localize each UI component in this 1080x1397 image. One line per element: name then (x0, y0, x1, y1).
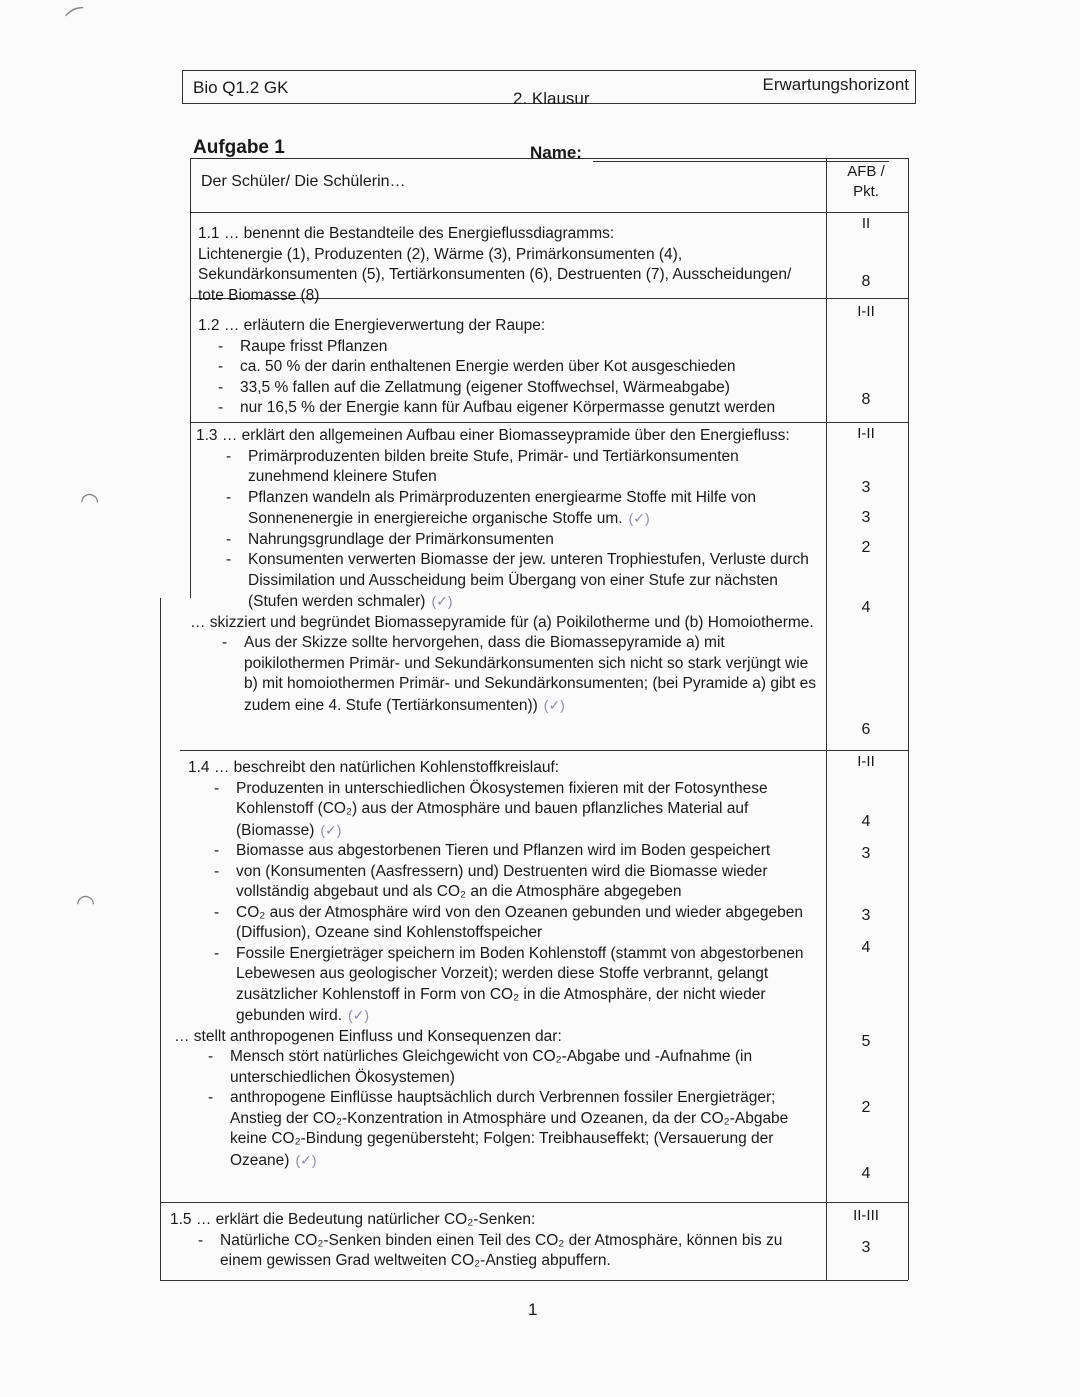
punch-hole-mark: ◠ (80, 488, 100, 513)
course-label: Bio Q1.2 GK (193, 78, 289, 97)
bullet-item: - nur 16,5 % der Energie kann für Aufbau eigener Körpermasse genutzt werden (212, 398, 818, 419)
row-1-3-afb: I-II (857, 425, 875, 442)
row-1-3-points: 3 (861, 479, 871, 496)
table-border-right (908, 158, 909, 1280)
row-1-4-heading: 1.4 … beschreibt den natürlichen Kohlenstoffkreislauf: (188, 759, 560, 776)
row-1-4-afb: I-II (857, 753, 875, 770)
row-1-3 (190, 426, 818, 716)
bullet-text: Fossile Energieträger speichern im Boden Kohlenstoff (stammt von abgestorbenen Lebewesen aus geologischer Vorzeit); werden diese Stoffe verbrannt, gelangt zusätzlicher Kohlenstoff in Form von CO₂ in die Atmosphäre, der nicht wieder gebunden wird. (236, 944, 804, 1024)
bullet-item: - Biomasse aus abgestorbenen Tieren und Pflanzen wird im Boden gespeichert (208, 841, 818, 862)
bullet-item: - Primärproduzenten bilden breite Stufe, Primär- und Tertiärkonsumenten zunehmend kleinere Stufen (220, 447, 818, 488)
row-1-4-points: 4 (861, 939, 871, 956)
bullet-text: Produzenten in unterschiedlichen Ökosystemen fixieren mit der Fotosynthese Kohlenstoff (CO₂) aus der Atmosphäre und bauen pflanzliches Material auf (Biomasse) (236, 779, 768, 839)
bullet-item: - Raupe frisst Pflanzen (212, 337, 818, 358)
table-border-bottom (160, 1280, 908, 1281)
bullet-text: Aus der Skizze sollte hervorgehen, dass die Biomassepyramide a) mit poikilothermen Primär- und Sekundärkonsumenten sich nicht so stark verjüngt wie b) mit homoiothermen Primär- und Sekundärkonsumenten; (bei Pyramide a) gibt es zudem eine 4. Stufe (Tertiärkonsumenten)) (244, 634, 817, 714)
row-1-3-subheading: … skizziert und begründet Biomassepyramide für (a) Poikilotherme und (b) Homoiotherme. (190, 613, 814, 631)
bullet-item: - 33,5 % fallen auf die Zellatmung (eigener Stoffwechsel, Wärmeabgabe) (212, 378, 818, 399)
table-border-left (190, 158, 191, 598)
row-1-2-afb: I-II (857, 303, 875, 320)
row-1-4-subheading: … stellt anthropogenen Einfluss und Konsequenzen dar: (174, 1027, 562, 1045)
name-label: Name: (530, 143, 582, 162)
row-1-2-bullets (212, 337, 818, 419)
bullet-text: Konsumenten verwerten Biomasse der jew. unteren Trophiestufen, Verluste durch Dissimilation und Ausscheidung beim Übergang von einer Stufe zur nächsten (Stufen werden schmaler) (248, 551, 809, 610)
bullet-item: - von (Konsumenten (Aasfressern) und) Destruenten wird die Biomasse wieder vollständig abgebaut und als CO₂ an die Atmosphäre abgegeben (208, 862, 818, 903)
bullet-item (220, 550, 818, 613)
check-mark: (✓) (628, 510, 650, 526)
check-mark: (✓) (431, 593, 453, 609)
header-box (182, 70, 916, 108)
bullet-item (216, 633, 818, 716)
bullet-item: - CO₂ aus der Atmosphäre wird von den Ozeanen gebunden und wieder abgegeben (Diffusion), Ozeane sind Kohlenstoffspeicher (208, 903, 818, 944)
row-1-4 (174, 758, 818, 1171)
row-1-2-points: 8 (861, 391, 871, 408)
pen-mark-top: ⁀ (65, 5, 92, 36)
check-mark: (✓) (348, 1007, 370, 1023)
bullet-text: anthropogene Einflüsse hauptsächlich durch Verbrennen fossiler Energieträger; Anstieg der CO₂-Konzentration in Atmosphäre und Ozeanen, da der CO₂-Abgabe keine CO₂-Bindung gegenübersteht; Folgen: Treibhauseffekt; (Versauerung der Ozeane) (230, 1089, 789, 1169)
bullet-text: Pflanzen wandeln als Primärproduzenten energiearme Stoffe mit Hilfe von Sonnenenergie in energiereiche organische Stoffe um. (248, 488, 757, 527)
bullet-item: - Nahrungsgrundlage der Primärkonsumenten (220, 530, 818, 551)
row-divider (190, 422, 908, 423)
exam-label: 2. Klausur (513, 89, 590, 108)
task-title: Aufgabe 1 (193, 137, 285, 158)
row-1-5-points: 3 (861, 1239, 871, 1256)
check-mark: (✓) (543, 696, 565, 713)
row-1-1 (198, 224, 818, 306)
row-1-5-bullets (192, 1231, 818, 1272)
table-border-top (190, 158, 908, 159)
row-1-5 (170, 1210, 818, 1272)
check-mark: (✓) (320, 821, 342, 838)
row-1-4-points: 3 (861, 907, 871, 924)
row-1-3-sub-bullets (216, 633, 818, 716)
row-1-4-points: 4 (861, 1165, 871, 1182)
bullet-item (208, 779, 818, 842)
row-1-1-heading: 1.1 … benennt die Bestandteile des Energieflussdiagramms: (198, 225, 615, 242)
punch-hole-mark-lower: ◠ (76, 890, 96, 915)
bullet-item: - ca. 50 % der darin enthaltenen Energie werden über Kot ausgeschieden (212, 357, 818, 378)
row-1-3-points: 6 (861, 721, 871, 738)
bullet-item (208, 944, 818, 1027)
row-1-4-points: 2 (861, 1099, 871, 1116)
bullet-item (202, 1088, 818, 1171)
row-1-3-points: 2 (861, 539, 871, 556)
row-1-1-afb: II (861, 215, 871, 232)
row-1-3-points: 4 (861, 599, 871, 616)
row-1-3-points: 3 (861, 509, 871, 526)
row-1-3-heading: 1.3 … erklärt den allgemeinen Aufbau einer Biomasseypramide über den Energiefluss: (196, 427, 790, 444)
row-1-3-bullets (220, 447, 818, 613)
table-border-left-lower (160, 598, 161, 1280)
row-1-1-points: 8 (861, 273, 871, 290)
row-1-5-afb: II-III (853, 1207, 879, 1224)
afb-header: AFB / Pkt. (847, 163, 885, 200)
row-1-5-heading: 1.5 … erklärt die Bedeutung natürlicher CO₂-Senken: (170, 1211, 536, 1228)
row-divider (190, 212, 908, 213)
row-1-4-points: 3 (861, 845, 871, 862)
table-intro: Der Schüler/ Die Schülerin… (201, 173, 406, 190)
row-divider (160, 1202, 908, 1203)
check-mark: (✓) (295, 1151, 317, 1168)
row-1-1-text: Lichtenergie (1), Produzenten (2), Wärme (3), Primärkonsumenten (4), Sekundärkonsumenten (5), Tertiärkonsumenten (6), Destruenten (7), Ausscheidungen/ tote Biomasse (8) (198, 245, 792, 304)
row-1-4-sub-bullets (202, 1047, 818, 1171)
row-1-2-heading: 1.2 … erläutern die Energieverwertung der Raupe: (198, 317, 546, 334)
bullet-item (220, 488, 818, 530)
page-number: 1 (528, 1300, 538, 1319)
row-1-4-bullets (208, 779, 818, 1027)
bullet-item: - Mensch stört natürliches Gleichgewicht von CO₂-Abgabe und -Aufnahme (in unterschiedlichen Ökosystemen) (202, 1047, 818, 1088)
bullet-item: - Natürliche CO₂-Senken binden einen Teil des CO₂ der Atmosphäre, können bis zu einem gewissen Grad weltweiten CO₂-Anstieg abpuffern. (192, 1231, 818, 1272)
row-divider (180, 750, 908, 751)
row-1-4-points: 4 (861, 813, 871, 830)
row-1-2 (198, 316, 818, 419)
row-1-4-points: 5 (861, 1033, 871, 1050)
document-type-label: Erwartungshorizont (762, 75, 909, 94)
expectation-table (160, 158, 910, 1280)
